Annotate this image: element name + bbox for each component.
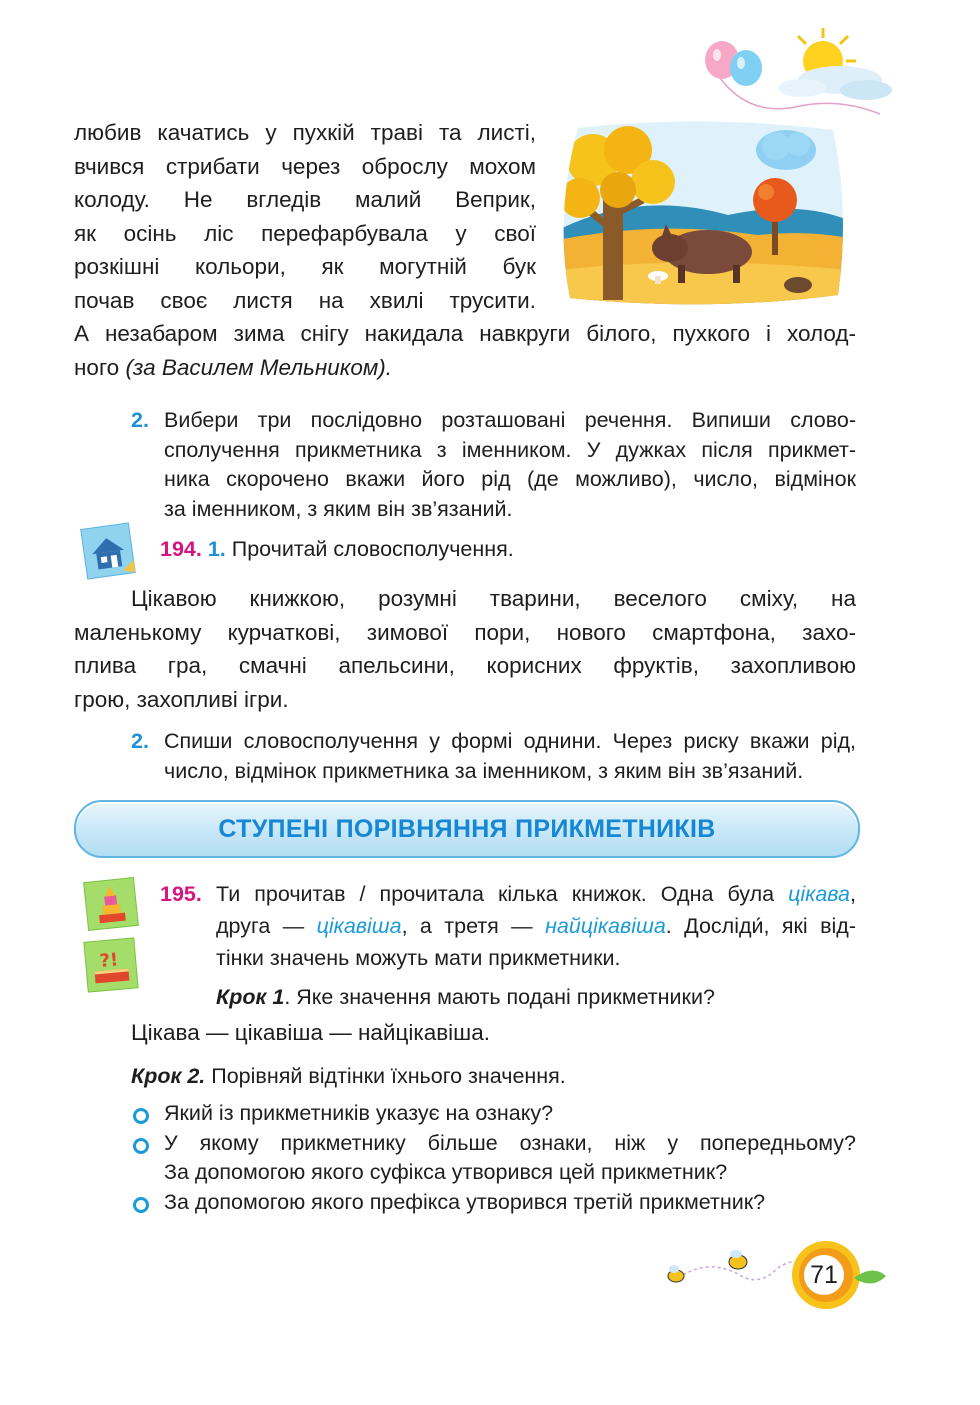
- section-heading: СТУПЕНІ ПОРІВНЯННЯ ПРИКМЕТНИКІВ: [218, 814, 716, 843]
- step1-label: Крок 1: [216, 985, 285, 1009]
- ex194-sub-number: 1.: [207, 537, 226, 561]
- task2-line: ника скорочено вкажи його рід (де можливо), число, відмінок: [164, 467, 856, 491]
- balloons-sun-icon: [690, 28, 900, 120]
- ex194-instruction: Прочитай словосполучення.: [231, 537, 514, 561]
- ex194-task2-text: [164, 727, 856, 786]
- ex195-number: 195.: [160, 882, 202, 906]
- ex195-line: [216, 878, 856, 910]
- ex195-text: [216, 878, 856, 974]
- boar-forest-illustration: [558, 120, 848, 308]
- page-number: 71: [810, 1260, 838, 1289]
- ex194-header: [160, 534, 514, 564]
- story-last-line: [74, 351, 856, 385]
- task2-line: Вибери три послідовно розташовані речення. Випиши слово-: [164, 408, 856, 432]
- ex195-word-cikava: цікава: [788, 882, 851, 906]
- ex195-word-cikavisha: цікавіша: [316, 914, 402, 938]
- bullet-marker: [133, 1197, 149, 1213]
- story-source: (за Василем Мельником).: [125, 354, 393, 380]
- bees-flower-icon: [658, 1238, 888, 1310]
- step2-text: Порівняй відтінки їхнього значення.: [205, 1064, 566, 1088]
- ex195-word-naicikavisha: найцікавіша: [545, 914, 666, 938]
- story-line: колоду. Не вгледів малий Веприк,: [74, 187, 536, 212]
- story-wrapped-text: [74, 116, 536, 317]
- ex195-line: тінки значень можуть мати прикметники.: [216, 946, 621, 970]
- bullet-marker: [133, 1108, 149, 1124]
- story-line: розкішні кольори, як могутній бук: [74, 254, 536, 279]
- ex194-number: 194.: [160, 537, 202, 561]
- ex195-line2-mid: , а третя —: [401, 914, 546, 938]
- task2-line: за іменником, з яким він зв’язаний.: [164, 496, 513, 521]
- story-full-text: [74, 317, 856, 384]
- bullet-line: У якому прикметнику більше ознаки, ніж у попередньому?: [164, 1130, 856, 1155]
- story-line: як осінь ліс перефарбувала у свої: [74, 220, 536, 246]
- ex195-step1: [216, 982, 715, 1012]
- story-line: А незабаром зима снігу накидала навкруги білого, пухкого і холод-: [74, 321, 856, 346]
- bullet-item: За допомогою якого префікса утворився третій прикметник?: [164, 1189, 766, 1214]
- task2-number: 2.: [131, 408, 149, 432]
- story-line: почав своє листя на хвилі трусити.: [74, 287, 536, 313]
- bullet-item: [164, 1129, 856, 1188]
- ex195-line2-text: друга —: [216, 914, 317, 938]
- ex195-line1-end: ,: [850, 882, 856, 906]
- bullet-line: За допомогою якого суфікса утворився цей прикметник?: [164, 1160, 728, 1184]
- ex194-task2-number: 2.: [131, 729, 149, 753]
- ex194-phrases: [74, 582, 856, 716]
- ex195-step2: [131, 1061, 566, 1091]
- ex195-line1-text: Ти прочитав / прочитала кілька книжок. Одна була: [216, 882, 789, 906]
- task2-line: сполучення прикметника з іменником. У дужках після прикмет-: [164, 437, 856, 462]
- ex194-line: плива гра, смачні апельсини, корисних фруктів, захопливою: [74, 653, 856, 678]
- story-line: ного: [74, 354, 120, 380]
- ex194-line: маленькому курчаткові, зимової пори, нового смартфона, захо-: [74, 619, 856, 645]
- ex195-line2-end: . Досліди́, які від-: [665, 914, 856, 938]
- ex195-sequence: Цікава — цікавіша — найцікавіша.: [131, 1020, 490, 1045]
- section-heading-banner: [74, 800, 860, 858]
- ex194-task2-line: Спиши словосполучення у формі однини. Через риску вкажи рід,: [164, 729, 856, 753]
- ex195-line: [216, 910, 856, 942]
- svg-text:?!: ?!: [98, 949, 120, 972]
- question-book-icon: [80, 936, 142, 994]
- ex194-task2-line: число, відмінок прикметника за іменником, з яким він зв’язаний.: [164, 758, 804, 783]
- pyramid-note-icon: [80, 874, 142, 934]
- house-note-icon: [78, 520, 138, 582]
- bullet-marker: [133, 1138, 149, 1154]
- task2-text: [164, 406, 856, 524]
- story-line: вчився стрибати через оброслу мохом: [74, 153, 536, 179]
- page-number-circle: [804, 1255, 844, 1295]
- story-line: любив качатись у пухкій траві та листі,: [74, 120, 536, 145]
- bullet-item: Який із прикметників указує на ознаку?: [164, 1101, 554, 1125]
- step1-text: . Яке значення мають подані прикметники?: [284, 985, 715, 1009]
- ex194-line: Цікавою книжкою, розумні тварини, веселого сміху, на: [131, 586, 856, 611]
- step2-label: Крок 2.: [131, 1064, 206, 1088]
- ex194-line: грою, захопливі ігри.: [74, 686, 289, 712]
